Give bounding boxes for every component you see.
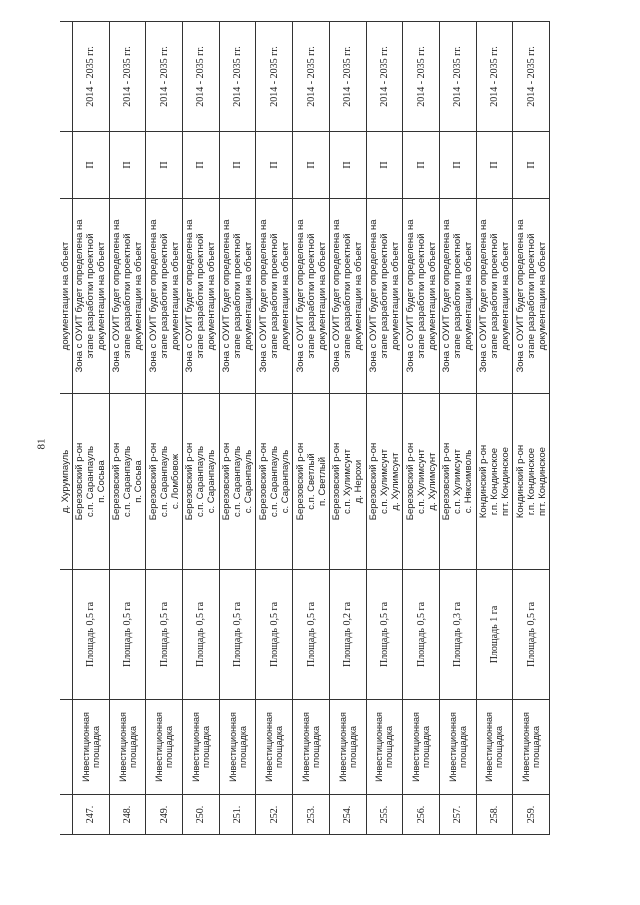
row-number: 259. <box>513 795 550 835</box>
description-cell <box>476 199 513 394</box>
location-line: д. Нерохи <box>353 459 365 504</box>
description-cell <box>183 199 220 394</box>
type-cell: П <box>183 132 220 199</box>
location-cell <box>439 394 476 570</box>
row-number: 257. <box>439 795 476 835</box>
table-row <box>146 22 183 835</box>
description-line: документации на объект <box>389 241 401 351</box>
location-line: с.п. Саранпауль <box>122 445 134 518</box>
row-number: 249. <box>146 795 183 835</box>
object-name: Инвестиционная площадка <box>513 700 550 795</box>
location-line: Березовский р-он <box>221 442 233 521</box>
years-cell: 2014 - 2035 гг. <box>476 22 513 132</box>
object-name: Инвестиционная площадка <box>329 700 366 795</box>
location-line: с.п. Саранпауль <box>268 445 280 518</box>
description-line: Зона с ОУИТ будет определена на <box>331 219 343 373</box>
area-cell: Площадь 0,5 га <box>109 570 146 700</box>
description-line: документации на объект <box>169 241 181 351</box>
years-cell: 2014 - 2035 гг. <box>329 22 366 132</box>
location-line: с. Няксимволь <box>463 449 475 514</box>
object-name: Инвестиционная площадка <box>146 700 183 795</box>
row-number: 250. <box>183 795 220 835</box>
location-line: с. Саранпауль <box>243 449 255 514</box>
description-line: Зона с ОУИТ будет определена на <box>514 219 526 373</box>
row-number: 258. <box>476 795 513 835</box>
description-cell <box>109 199 146 394</box>
area-cell: Площадь 0,5 га <box>219 570 256 700</box>
table-row <box>476 22 513 835</box>
type-cell: П <box>476 132 513 199</box>
location-line: с.п. Саранпауль <box>232 445 244 518</box>
location-line: д. Хулимсунт <box>389 452 401 511</box>
location-cell <box>403 394 440 570</box>
table-row <box>293 22 330 835</box>
object-name: Инвестиционная площадка <box>403 700 440 795</box>
years-cell: 2014 - 2035 гг. <box>219 22 256 132</box>
location-cell <box>109 394 146 570</box>
location-line: Березовский р-он <box>331 442 343 521</box>
description-cell <box>329 199 366 394</box>
row-number: 251. <box>219 795 256 835</box>
row-number: 256. <box>403 795 440 835</box>
location-line: с. Ломбовож <box>169 453 181 510</box>
table-row <box>366 22 403 835</box>
location-line: п. Сосьва <box>96 460 108 503</box>
description-line: этапе разработки проектной <box>378 233 390 359</box>
description-line: этапе разработки проектной <box>305 233 317 359</box>
location-line: Березовский р-он <box>294 442 306 521</box>
area-cell: Площадь 0,5 га <box>293 570 330 700</box>
object-name: Инвестиционная площадка <box>256 700 293 795</box>
location-line: с.п. Хулимсунт <box>378 449 390 514</box>
description-line: документации на объект <box>499 241 511 351</box>
description-line: этапе разработки проектной <box>122 233 134 359</box>
description-line: Зона с ОУИТ будет определена на <box>184 219 196 373</box>
area-cell: Площадь 0,5 га <box>256 570 293 700</box>
type-cell: П <box>366 132 403 199</box>
location-line: с. Саранпауль <box>279 449 291 514</box>
description-line: этапе разработки проектной <box>158 233 170 359</box>
object-name: Инвестиционная площадка <box>109 700 146 795</box>
location-line: с.п. Хулимсунт <box>415 449 427 514</box>
table-row-continued <box>60 22 73 835</box>
years-cell: 2014 - 2035 гг. <box>513 22 550 132</box>
area-cell: Площадь 1 га <box>476 570 513 700</box>
description-cell <box>439 199 476 394</box>
description-line: Зона с ОУИТ будет определена на <box>441 219 453 373</box>
location-cell <box>219 394 256 570</box>
description-line: документации на объект <box>279 241 291 351</box>
row-number: 253. <box>293 795 330 835</box>
object-name: Инвестиционная площадка <box>476 700 513 795</box>
type-cell: П <box>513 132 550 199</box>
location-line: Березовский р-он <box>257 442 269 521</box>
description-cell <box>366 199 403 394</box>
row-number: 252. <box>256 795 293 835</box>
table-row <box>73 22 110 835</box>
table-row <box>403 22 440 835</box>
location-line: п. Светлый <box>316 457 328 507</box>
description-line: этапе разработки проектной <box>525 233 537 359</box>
years-cell: 2014 - 2035 гг. <box>146 22 183 132</box>
description-line: документации на объект <box>133 241 145 351</box>
description-line: этапе разработки проектной <box>85 233 97 359</box>
description-cell: документации на объект <box>60 199 73 394</box>
investment-sites-table <box>60 21 550 835</box>
type-cell: П <box>329 132 366 199</box>
table-row <box>329 22 366 835</box>
years-cell: 2014 - 2035 гг. <box>366 22 403 132</box>
description-line: этапе разработки проектной <box>452 233 464 359</box>
table-row <box>219 22 256 835</box>
years-cell: 2014 - 2035 гг. <box>183 22 220 132</box>
description-cell <box>293 199 330 394</box>
description-line: документации на объект <box>96 241 108 351</box>
location-line: с.п. Саранпауль <box>85 445 97 518</box>
location-line: с.п. Светлый <box>305 453 317 510</box>
location-line: с. Саранпауль <box>206 449 218 514</box>
location-line: пгт. Кондинское <box>536 447 548 516</box>
location-line: Березовский р-он <box>147 442 159 521</box>
description-line: Зона с ОУИТ будет определена на <box>257 219 269 373</box>
location-line: Березовский р-он <box>111 442 123 521</box>
description-line: Зона с ОУИТ будет определена на <box>147 219 159 373</box>
description-line: документации на объект <box>243 241 255 351</box>
area-cell: Площадь 0,5 га <box>513 570 550 700</box>
description-line: Зона с ОУИТ будет определена на <box>404 219 416 373</box>
type-cell: П <box>146 132 183 199</box>
location-cell <box>293 394 330 570</box>
object-name: Инвестиционная площадка <box>366 700 403 795</box>
description-line: этапе разработки проектной <box>268 233 280 359</box>
location-line: с.п. Саранпауль <box>195 445 207 518</box>
description-cell <box>146 199 183 394</box>
location-line: г.п. Кондинское <box>525 447 537 516</box>
area-cell: Площадь 0,5 га <box>366 570 403 700</box>
table-row <box>109 22 146 835</box>
object-name: Инвестиционная площадка <box>439 700 476 795</box>
row-number: 248. <box>109 795 146 835</box>
row-number: 247. <box>73 795 110 835</box>
area-cell: Площадь 0,5 га <box>73 570 110 700</box>
rotated-table-container <box>60 22 550 835</box>
description-line: документации на объект <box>206 241 218 351</box>
location-cell <box>513 394 550 570</box>
location-line: пгт. Кондинское <box>499 447 511 516</box>
description-line: этапе разработки проектной <box>232 233 244 359</box>
type-cell: П <box>293 132 330 199</box>
location-line: Кондинский р-он <box>514 444 526 519</box>
location-cell <box>146 394 183 570</box>
row-number: 254. <box>329 795 366 835</box>
description-line: Зона с ОУИТ будет определена на <box>221 219 233 373</box>
years-cell: 2014 - 2035 гг. <box>73 22 110 132</box>
description-cell <box>219 199 256 394</box>
type-cell: П <box>73 132 110 199</box>
location-line: с.п. Саранпауль <box>158 445 170 518</box>
location-line: Кондинский р-он <box>477 444 489 519</box>
description-line: этапе разработки проектной <box>342 233 354 359</box>
location-cell <box>183 394 220 570</box>
description-line: документации на объект <box>426 241 438 351</box>
description-line: Зона с ОУИТ будет определена на <box>477 219 489 373</box>
location-line: д. Хулимсунт <box>426 452 438 511</box>
description-line: Зона с ОУИТ будет определена на <box>111 219 123 373</box>
object-name: Инвестиционная площадка <box>293 700 330 795</box>
description-line: этапе разработки проектной <box>195 233 207 359</box>
type-cell: П <box>439 132 476 199</box>
table-row <box>439 22 476 835</box>
years-cell: 2014 - 2035 гг. <box>403 22 440 132</box>
description-line: этапе разработки проектной <box>415 233 427 359</box>
area-cell: Площадь 0,3 га <box>439 570 476 700</box>
description-line: этапе разработки проектной <box>488 233 500 359</box>
object-name: Инвестиционная площадка <box>183 700 220 795</box>
location-line: Березовский р-он <box>367 442 379 521</box>
type-cell: П <box>219 132 256 199</box>
location-cell <box>256 394 293 570</box>
table-row <box>256 22 293 835</box>
type-cell: П <box>109 132 146 199</box>
type-cell: П <box>403 132 440 199</box>
location-cell <box>366 394 403 570</box>
description-cell <box>403 199 440 394</box>
table-row <box>513 22 550 835</box>
years-cell: 2014 - 2035 гг. <box>256 22 293 132</box>
location-cell <box>329 394 366 570</box>
location-cell <box>476 394 513 570</box>
description-line: документации на объект <box>316 241 328 351</box>
location-line: Березовский р-он <box>404 442 416 521</box>
page-number: 81 <box>35 438 48 450</box>
description-cell <box>513 199 550 394</box>
years-cell: 2014 - 2035 гг. <box>439 22 476 132</box>
area-cell: Площадь 0,2 га <box>329 570 366 700</box>
object-name: Инвестиционная площадка <box>73 700 110 795</box>
type-cell: П <box>256 132 293 199</box>
area-cell: Площадь 0,5 га <box>183 570 220 700</box>
location-line: Березовский р-он <box>74 442 86 521</box>
table-row <box>183 22 220 835</box>
description-line: Зона с ОУИТ будет определена на <box>74 219 86 373</box>
area-cell: Площадь 0,5 га <box>403 570 440 700</box>
description-line: документации на объект <box>353 241 365 351</box>
location-line: Березовский р-он <box>184 442 196 521</box>
description-line: документации на объект <box>536 241 548 351</box>
location-line: Березовский р-он <box>441 442 453 521</box>
description-line: Зона с ОУИТ будет определена на <box>367 219 379 373</box>
object-name: Инвестиционная площадка <box>219 700 256 795</box>
description-cell <box>256 199 293 394</box>
description-cell <box>73 199 110 394</box>
location-line: с.п. Хулимсунт <box>452 449 464 514</box>
area-cell: Площадь 0,5 га <box>146 570 183 700</box>
description-line: Зона с ОУИТ будет определена на <box>294 219 306 373</box>
location-cell: д. Хурумпауль <box>60 394 73 570</box>
years-cell: 2014 - 2035 гг. <box>293 22 330 132</box>
location-line: г.п. Кондинское <box>488 447 500 516</box>
row-number: 255. <box>366 795 403 835</box>
location-cell <box>73 394 110 570</box>
location-line: п. Сосьва <box>133 460 145 503</box>
description-line: документации на объект <box>463 241 475 351</box>
years-cell: 2014 - 2035 гг. <box>109 22 146 132</box>
location-line: с.п. Хулимсунт <box>342 449 354 514</box>
